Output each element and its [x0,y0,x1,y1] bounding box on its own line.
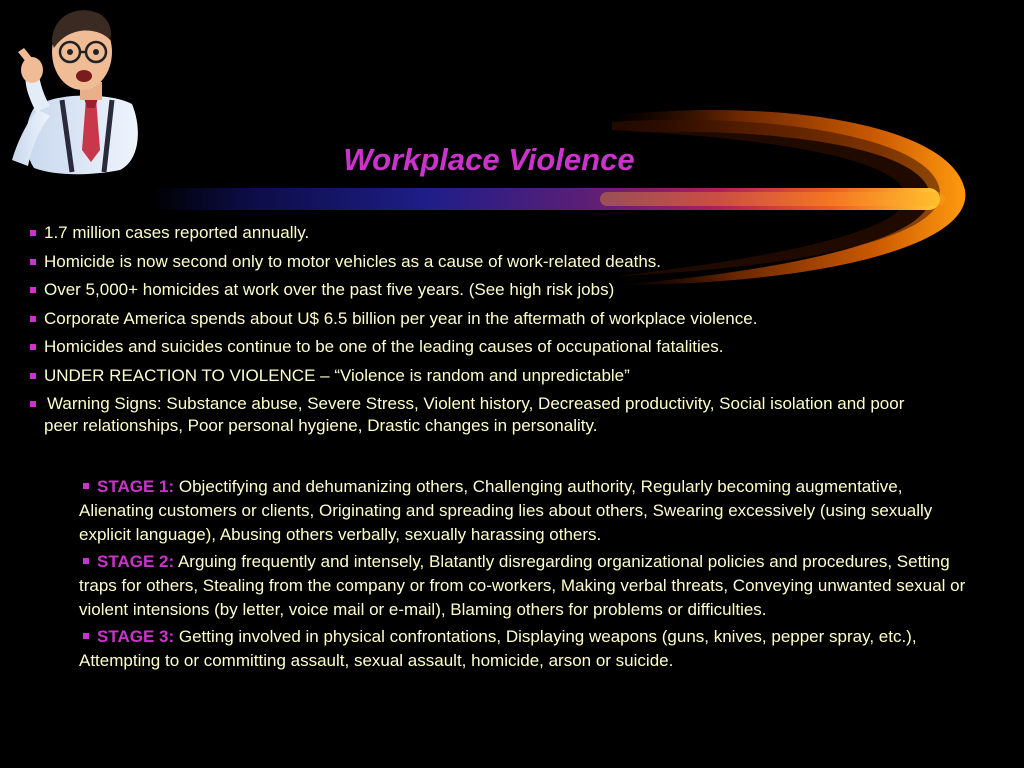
bullet-item [30,251,930,273]
stage-label: STAGE 1: [97,477,175,496]
stage-label: STAGE 2: [97,552,175,571]
bullet-item [30,336,930,358]
square-bullet-icon [83,483,89,489]
square-bullet-icon [30,401,36,407]
main-bullet-list [30,222,930,444]
bullet-text: 1.7 million cases reported annually. [44,223,310,242]
bullet-text: Corporate America spends about U$ 6.5 billion per year in the aftermath of workplace violence. [44,308,758,328]
bullet-text: Homicides and suicides continue to be one of the leading causes of occupational fatalities. [44,337,724,356]
bullet-text: Warning Signs: Substance abuse, Severe Stress, Violent history, Decreased productivity, Social isolation and poor peer relationships, Poor personal hygiene, Drastic changes in personality. [44,394,905,435]
bullet-item [30,365,930,387]
stage-list [79,475,969,676]
stage-item [79,475,969,547]
square-bullet-icon [30,287,36,293]
bullet-item [30,308,930,330]
square-bullet-icon [83,633,89,639]
stage-item [79,550,969,622]
bullet-item [30,222,930,244]
bullet-item [30,393,930,437]
bullet-text: UNDER REACTION TO VIOLENCE – “Violence is random and unpredictable” [44,365,630,385]
slide-title: Workplace Violence [343,142,635,177]
square-bullet-icon [30,259,36,265]
bullet-text: Homicide is now second only to motor vehicles as a cause of work-related deaths. [44,251,662,271]
square-bullet-icon [30,316,36,322]
square-bullet-icon [30,230,36,236]
stage-item [79,625,969,673]
square-bullet-icon [83,558,89,564]
bullet-text: Over 5,000+ homicides at work over the past five years. (See high risk jobs) [44,280,615,299]
stage-text: Getting involved in physical confrontations, Displaying weapons (guns, knives, pepper spray, etc.), Attempting to or committing assault, sexual assault, homicide, arson or suicide. [79,627,917,670]
bullet-item [30,279,930,301]
square-bullet-icon [30,344,36,350]
stage-text: Objectifying and dehumanizing others, Challenging authority, Regularly becoming augmentative, Alienating customers or clients, Originating and spreading lies about others, Swearing excessively (using sexually explicit language), Abusing others verbally, sexually harassing others. [79,477,933,544]
stage-label: STAGE 3: [97,627,175,646]
stage-text: Arguing frequently and intensely, Blatantly disregarding organizational policies and procedures, Setting traps for others, Stealing from the company or from co-workers, Making verbal threats, Conveying unwanted sexual or violent intensions (by letter, voice mail or e-mail), Blaming others for problems or difficulties. [79,552,966,619]
square-bullet-icon [30,373,36,379]
